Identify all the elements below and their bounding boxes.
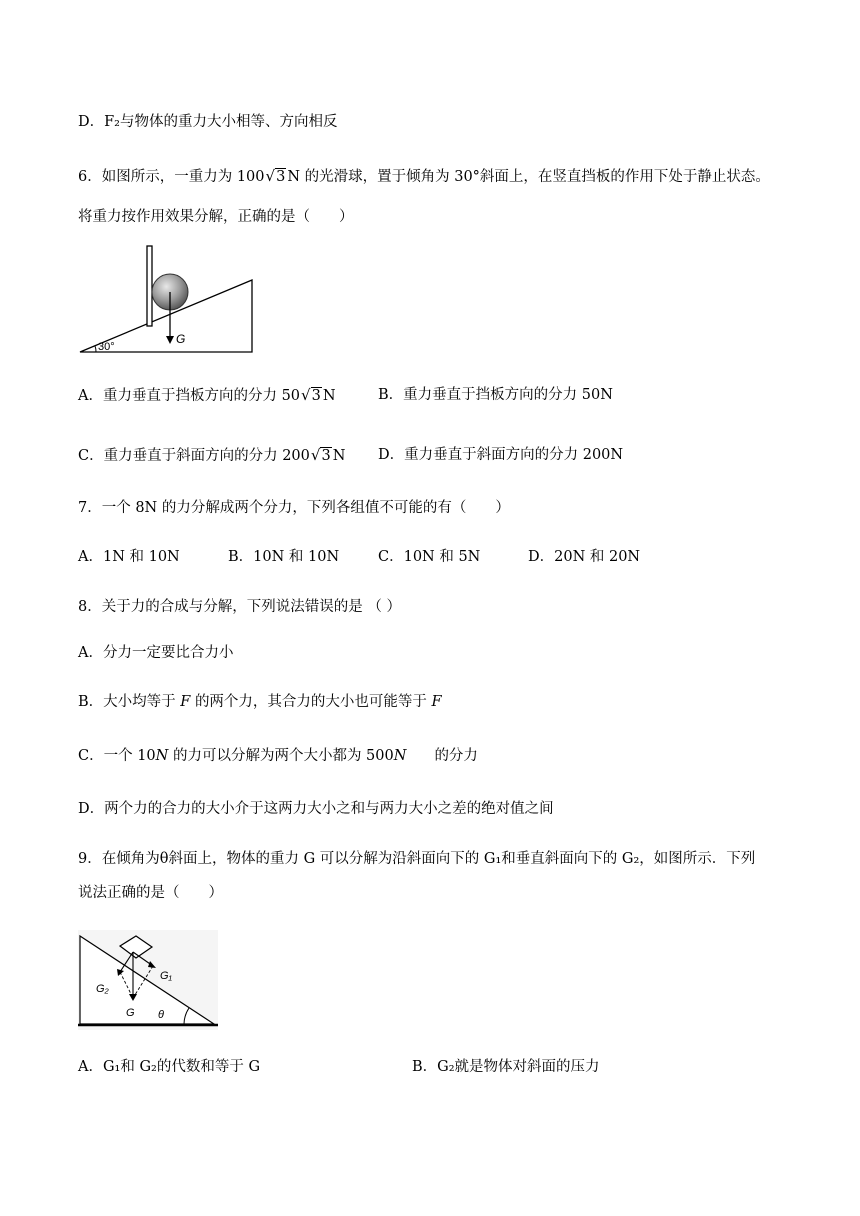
q9-stem-line1: 9．在倾角为θ斜面上，物体的重力 G 可以分解为沿斜面向下的 G₁和垂直斜面向下的 G₂，如图所示．下列 — [78, 851, 756, 867]
q7-stem: 7．一个 8N 的力分解成两个分力，下列各组值不可能的有（ ） — [78, 500, 510, 516]
q7-option-d: D．20N 和 20N — [528, 549, 641, 565]
q9-option-a: A．G₁和 G₂的代数和等于 G — [78, 1059, 261, 1075]
force-symbol: F — [180, 694, 191, 710]
q7-option-c: C．10N 和 5N — [378, 549, 481, 565]
q6-option-c — [78, 445, 345, 466]
q8-option-b-text1: B．大小均等于 — [78, 694, 176, 710]
q8-option-c — [78, 746, 478, 766]
q8-option-c-text3: 的分力 — [434, 748, 478, 764]
q8-option-c-text1: C．一个 10 — [78, 748, 156, 764]
q8-option-b-text2: 的两个力，其合力的大小也可能等于 — [194, 694, 427, 710]
g2-label: G₂ — [96, 983, 109, 995]
q6-option-c-unit: N — [332, 448, 346, 464]
g-label: G — [126, 1007, 135, 1019]
unit-symbol: N — [155, 748, 169, 764]
q8-option-b — [78, 692, 442, 712]
q6-stem-part1: 6．如图所示，一重力为 100 — [78, 169, 265, 185]
baffle — [147, 246, 152, 326]
q6-option-a — [78, 385, 336, 406]
unit-symbol: N — [393, 748, 407, 764]
q7-option-b: B．10N 和 10N — [228, 549, 340, 565]
g1-label: G₁ — [160, 970, 173, 982]
q8-stem: 8．关于力的合成与分解，下列说法错误的是 （ ） — [78, 599, 401, 615]
sqrt-three: √3 — [301, 386, 321, 404]
q6-figure-ball-on-incline — [78, 242, 258, 357]
q9-figure-block-on-incline — [78, 930, 218, 1030]
q9-stem-line2: 说法正确的是（ ） — [78, 885, 223, 901]
sqrt-three: √3 — [265, 167, 286, 185]
sqrt-three: √3 — [310, 446, 331, 464]
angle-label: 30° — [98, 341, 115, 353]
q6-option-c-text: C．重力垂直于斜面方向的分力 200 — [78, 448, 310, 464]
q8-option-c-text2: 的力可以分解为两个大小都为 500 — [172, 748, 394, 764]
force-symbol: F — [431, 694, 442, 710]
gravity-label: G — [176, 332, 186, 346]
q8-option-d: D．两个力的合力的大小介于这两力大小之和与两力大小之差的绝对值之间 — [78, 801, 554, 817]
q6-stem-line2: 将重力按作用效果分解，正确的是（ ） — [78, 209, 354, 225]
q6-option-a-unit: N — [322, 388, 336, 404]
q6-option-b: B．重力垂直于挡板方向的分力 50N — [378, 387, 613, 403]
q6-stem-line1 — [78, 166, 770, 187]
q5-option-d: D．F₂与物体的重力大小相等、方向相反 — [78, 114, 338, 130]
q9-option-b: B．G₂就是物体对斜面的压力 — [412, 1059, 600, 1075]
q6-option-d: D．重力垂直于斜面方向的分力 200N — [378, 447, 624, 463]
q6-option-a-text: A．重力垂直于挡板方向的分力 50 — [78, 388, 301, 404]
q7-option-a: A．1N 和 10N — [78, 549, 180, 565]
q6-stem-part2: N 的光滑球，置于倾角为 30°斜面上，在竖直挡板的作用下处于静止状态。 — [287, 169, 770, 185]
q8-option-a: A．分力一定要比合力小 — [78, 645, 234, 661]
theta-label: θ — [158, 1009, 164, 1021]
